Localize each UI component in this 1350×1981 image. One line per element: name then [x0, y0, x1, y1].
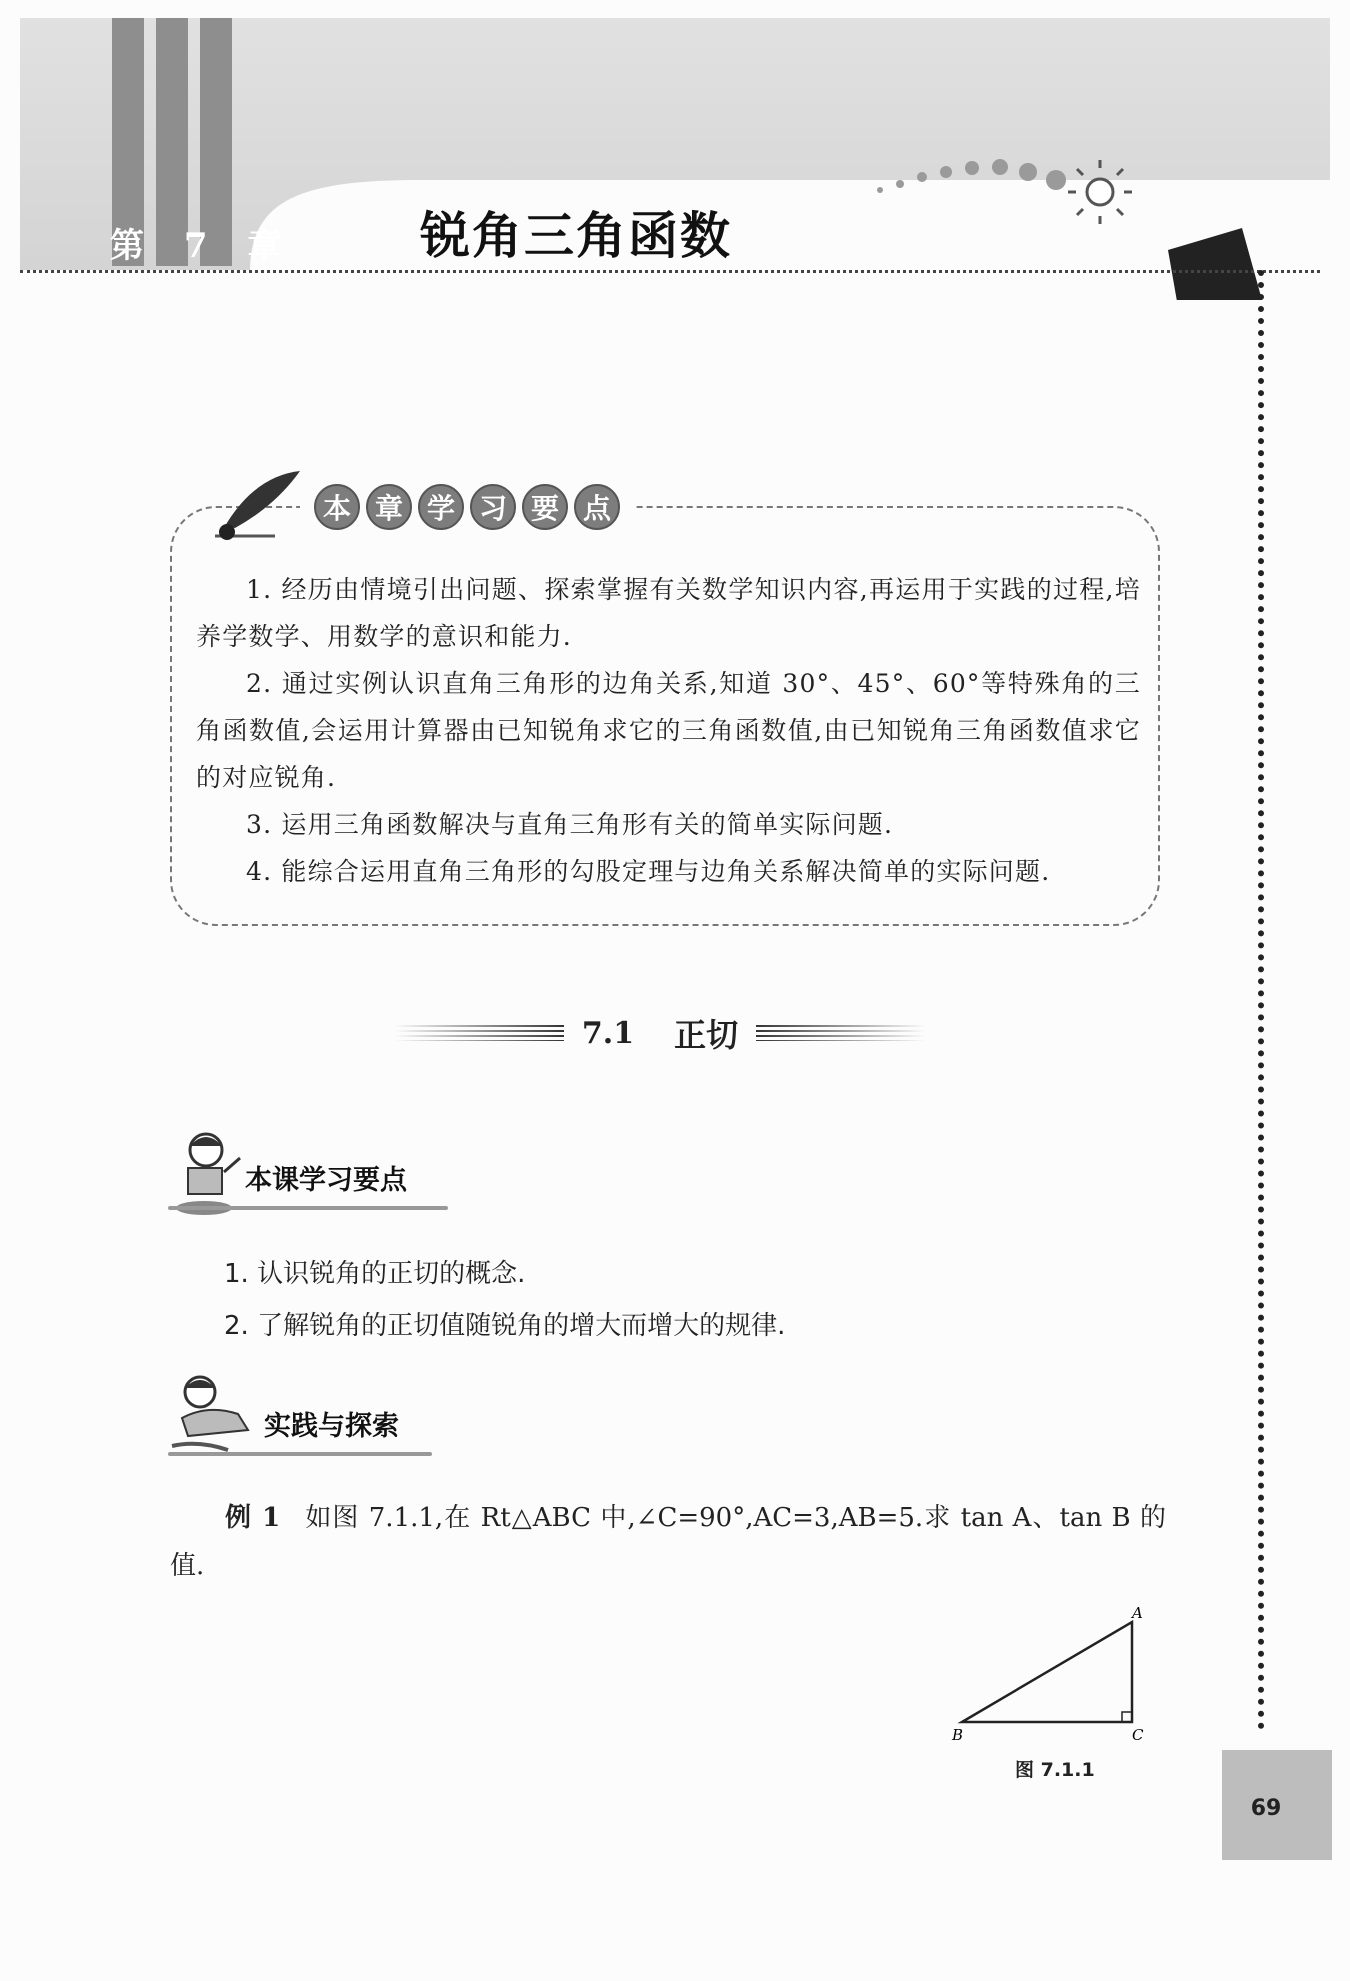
heading-underline: [168, 1452, 432, 1456]
section-heading: [380, 1008, 940, 1058]
list-item: 3. 运用三角函数解决与直角三角形有关的简单实际问题.: [246, 810, 894, 839]
title-bubble: 要: [522, 484, 568, 530]
example-text: 如图 7.1.1,在 Rt△ABC 中,∠C=90°,AC=3,AB=5.求 tan A、tan B 的值.: [170, 1503, 1166, 1581]
vertex-label-b: B: [952, 1726, 964, 1744]
list-item: 1. 经历由情境引出问题、探索掌握有关数学知识内容,再运用于实践的过程,培养学数学、用数学的意识和能力.: [196, 575, 1141, 651]
list-item: 2. 了解锐角的正切值随锐角的增大而增大的规律.: [224, 1311, 786, 1341]
heading-underline: [168, 1206, 448, 1210]
chapter-key-points-list: [196, 566, 1141, 895]
figure-caption: 图 7.1.1: [1015, 1759, 1095, 1781]
vertex-label-c: C: [1132, 1726, 1144, 1744]
list-item: 4. 能综合运用直角三角形的勾股定理与边角关系解决简单的实际问题.: [246, 857, 1051, 886]
example-problem: [170, 1494, 1166, 1590]
right-margin-dotted-line: [1258, 270, 1264, 1730]
chapter-number-label: 第 7 章: [110, 226, 296, 266]
title-bubble: 习: [470, 484, 516, 530]
student-reading-icon: [168, 1128, 250, 1218]
right-angle-marker: [1122, 1712, 1132, 1722]
title-bubble: 点: [574, 484, 620, 530]
quill-pen-icon: [205, 466, 305, 546]
triangle-abc: [962, 1622, 1132, 1722]
list-item: 1. 认识锐角的正切的概念.: [224, 1259, 526, 1289]
section-rule-left: [394, 1025, 564, 1041]
page-number: 69: [1250, 1796, 1282, 1821]
lesson-key-points-heading: 本课学习要点: [245, 1165, 407, 1196]
practice-heading: 实践与探索: [264, 1411, 399, 1442]
section-rule-right: [756, 1025, 926, 1041]
right-triangle-figure: [950, 1598, 1150, 1748]
chapter-key-points-title: [300, 484, 634, 530]
title-bubble: 学: [418, 484, 464, 530]
section-number: 7.1: [581, 1015, 635, 1051]
lesson-key-points-list: [196, 1248, 785, 1352]
chapter-title: 锐角三角函数: [420, 207, 732, 265]
vertex-label-a: A: [1132, 1604, 1143, 1622]
title-bubble: 章: [366, 484, 412, 530]
student-writing-icon: [168, 1370, 260, 1460]
title-bubble: 本: [314, 484, 360, 530]
example-label: 例 1: [225, 1503, 281, 1533]
section-name: 正切: [674, 1016, 739, 1054]
header-divider: [20, 270, 1320, 273]
list-item: 2. 通过实例认识直角三角形的边角关系,知道 30°、45°、60°等特殊角的三角函数值,会运用计算器由已知锐角求它的三角函数值,由已知锐角三角函数值求它的对应锐角.: [196, 669, 1141, 792]
